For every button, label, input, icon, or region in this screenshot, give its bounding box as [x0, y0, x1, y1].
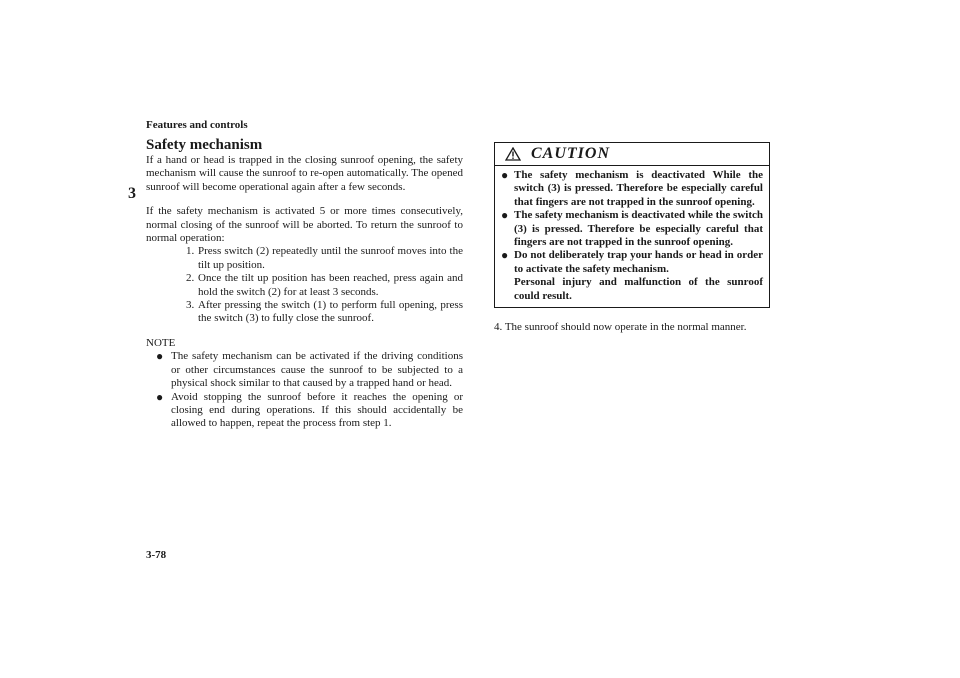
bullet-icon: ●: [501, 208, 509, 223]
note-item: [156, 350, 463, 390]
bullet-icon: ●: [156, 349, 164, 364]
bullet-icon: ●: [501, 168, 509, 182]
section-title: Safety mechanism: [146, 137, 263, 153]
note-item: [156, 391, 463, 431]
step-text: Once the tilt up position has been reached, press again and hold the switch (2) for at least 3 seconds.: [198, 272, 463, 298]
step-four: [494, 321, 770, 334]
caution-item: [501, 169, 763, 209]
step-number: 3.: [186, 299, 195, 312]
page-number: 3-78: [146, 549, 167, 561]
right-column: [494, 142, 770, 334]
note-text: The safety mechanism can be activated if the driving conditions or other circumstances cause the sunroof to be subjected to a physical shock similar to that caused by a trapped hand or head.: [171, 350, 463, 390]
caution-text: The safety mechanism is deactivated while the switch (3) is pressed. Therefore be especially careful that fingers are not trapped in the sunroof opening.: [514, 209, 764, 249]
step-item: [186, 299, 463, 326]
step-number: 2.: [186, 272, 195, 285]
chapter-marker: 3: [128, 185, 136, 202]
note-list: [146, 350, 463, 430]
caution-box: [494, 142, 770, 308]
reset-paragraph: If the safety mechanism is activated 5 or more times consecutively, normal closing of the sunroof will be aborted. To return the sunroof to normal operation:: [146, 205, 463, 245]
caution-text: Do not deliberately trap your hands or head in order to activate the safety mechanism. Personal injury and malfunction of the sunroof could result.: [514, 249, 763, 302]
bullet-icon: ●: [156, 389, 164, 404]
step-text: The sunroof should now operate in the normal manner.: [504, 321, 747, 334]
step-item: [186, 245, 463, 272]
intro-paragraph: If a hand or head is trapped in the closing sunroof opening, the safety mechanism will cause the sunroof to re-open automatically. The opened sunroof will become operational again after a few seconds.: [146, 154, 463, 193]
left-column: [146, 136, 463, 431]
step-item: [186, 272, 463, 299]
step-text: Press switch (2) repeatedly until the sunroof moves into the tilt up position.: [198, 245, 463, 271]
reset-steps: [146, 245, 463, 325]
step-number: 4.: [494, 321, 503, 334]
caution-text: The safety mechanism is deactivated While the switch (3) is pressed. Therefore be especially careful that fingers are not trapped in the sunroof opening.: [514, 169, 763, 208]
warning-triangle-icon: [505, 147, 521, 161]
note-label: NOTE: [146, 336, 176, 349]
caution-title: CAUTION: [531, 145, 611, 163]
caution-item: [501, 249, 763, 303]
running-header: Features and controls: [146, 119, 248, 131]
caution-header: [495, 143, 769, 166]
step-text: After pressing the switch (1) to perform full opening, press the switch (3) to fully close the sunroof.: [198, 299, 463, 325]
bullet-icon: ●: [501, 248, 509, 263]
step-number: 1.: [186, 245, 195, 258]
caution-item: [501, 209, 763, 249]
note-text: Avoid stopping the sunroof before it reaches the opening or closing end during operations. If this should accidentally be allowed to happen, repeat the process from step 1.: [171, 390, 463, 430]
